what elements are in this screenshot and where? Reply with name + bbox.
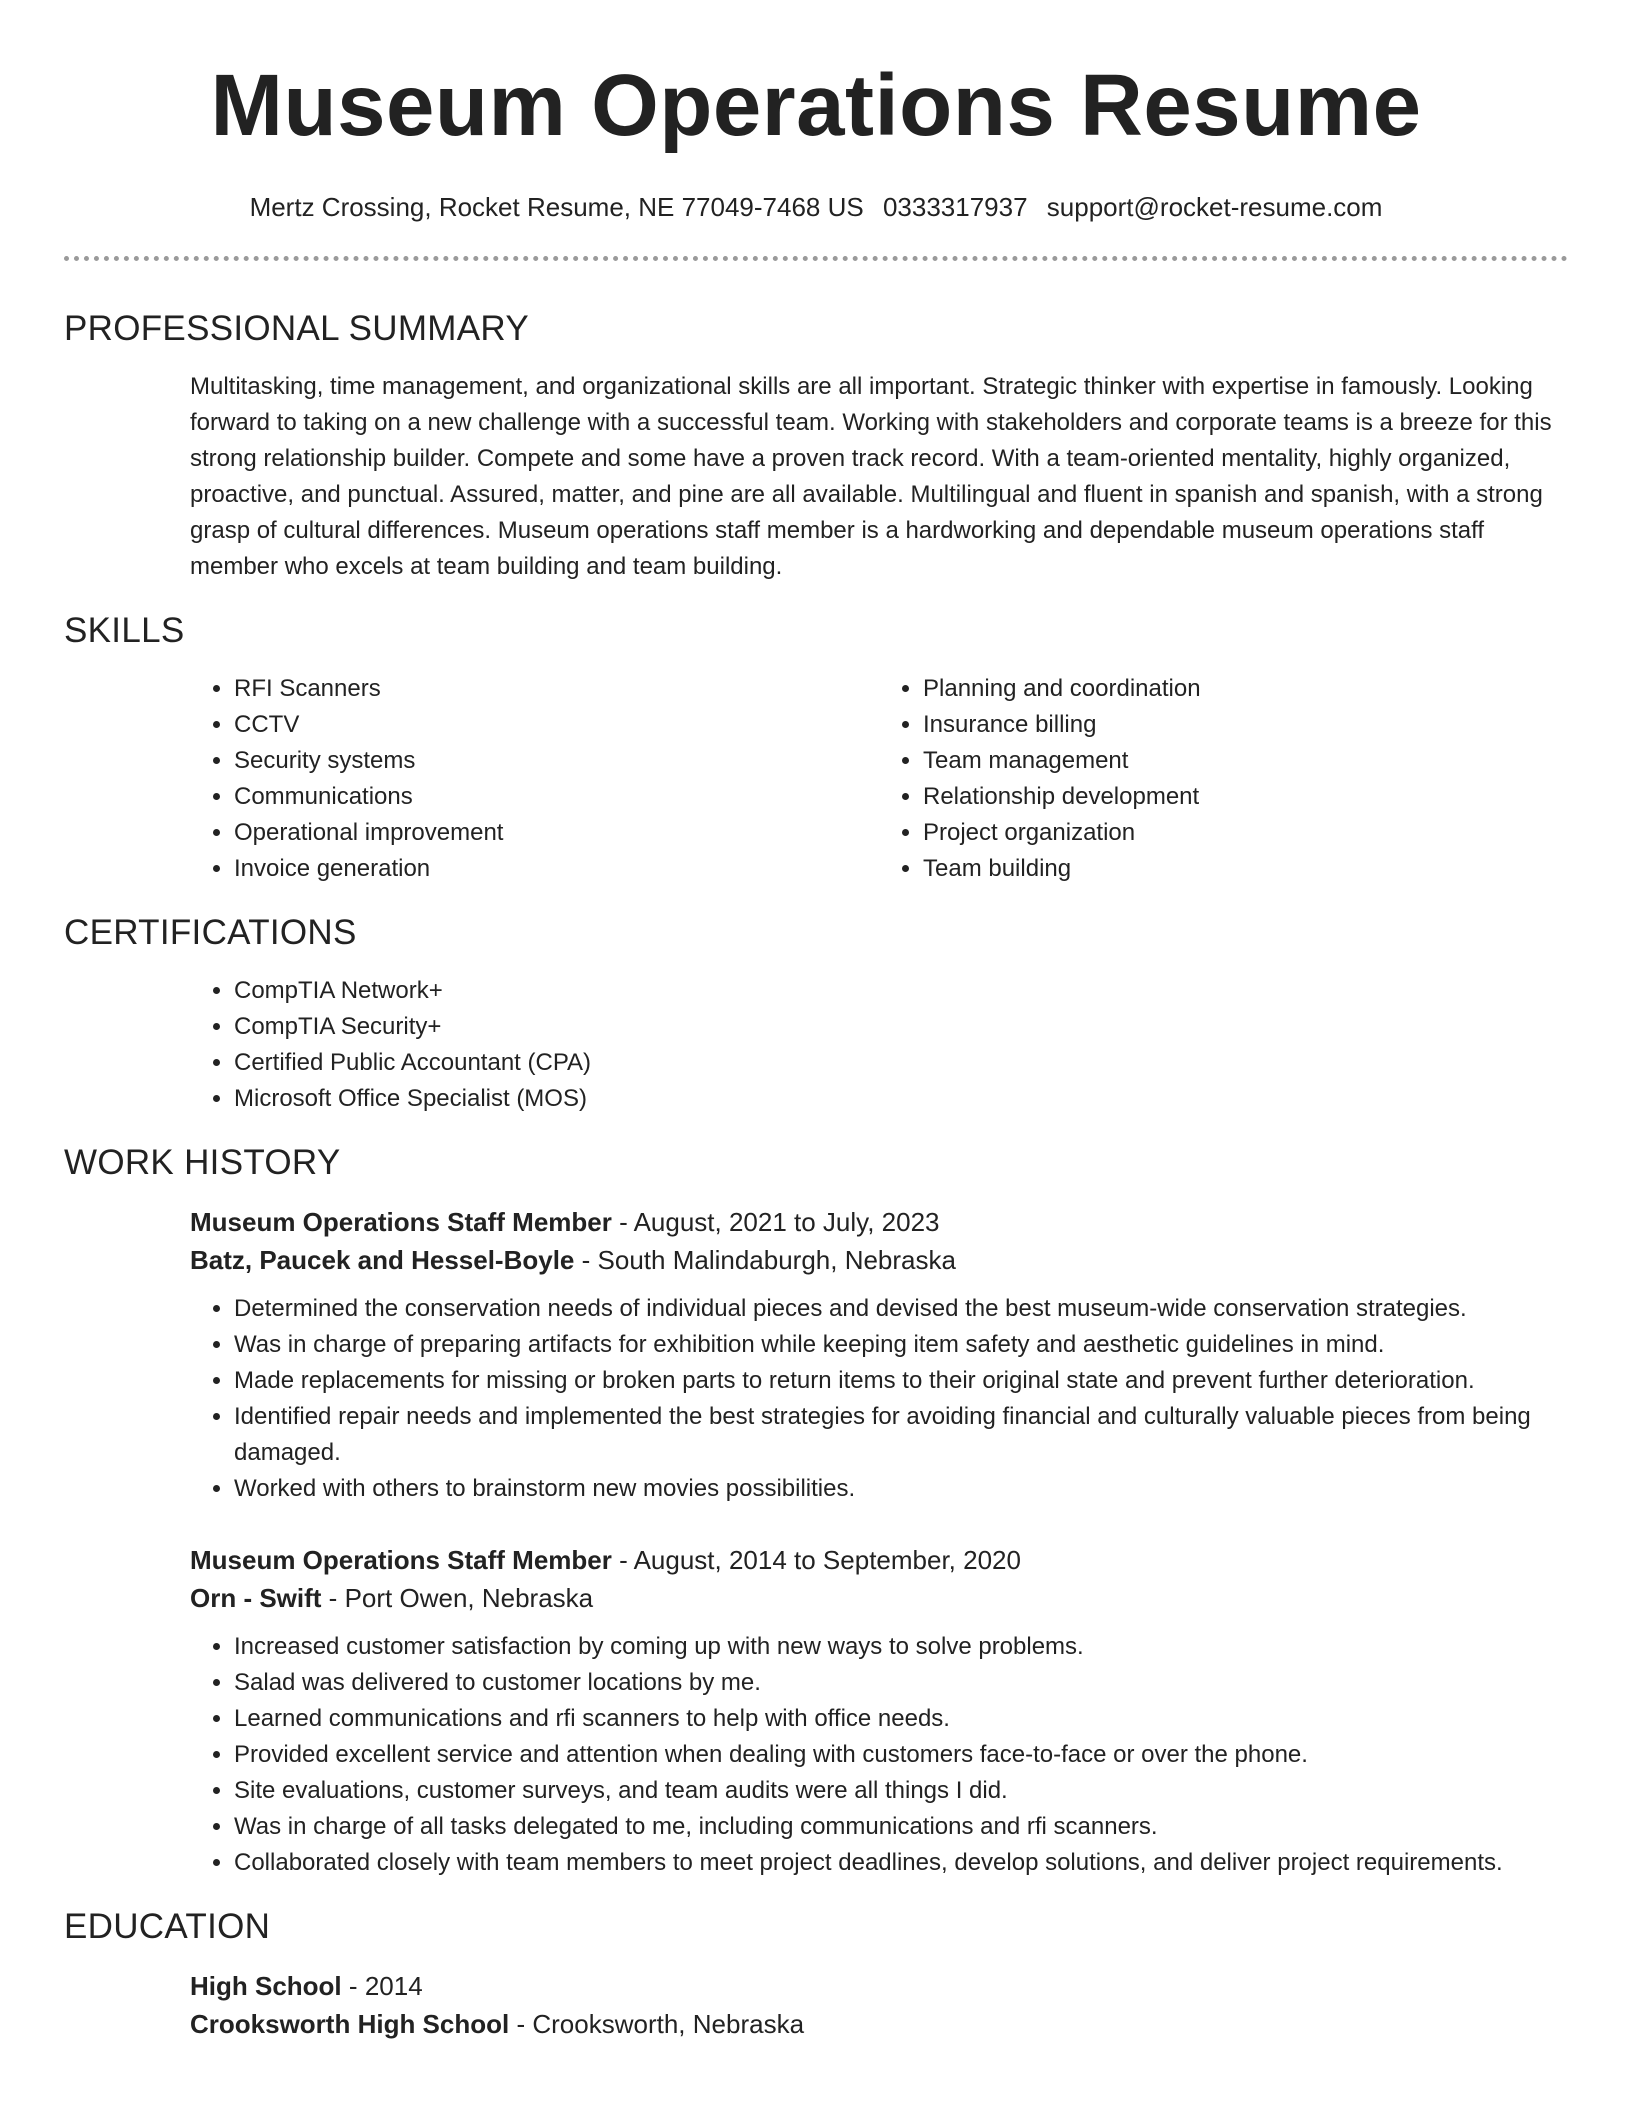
resume-title: Museum Operations Resume (210, 57, 1422, 154)
education-location: Crooksworth, Nebraska (532, 2009, 805, 2039)
job-duty: • Learned communications and rfi scanners to help with office needs. (234, 1701, 1568, 1737)
skill-item: • Insurance billing (923, 707, 1568, 743)
job-duty: • Identified repair needs and implemented the best strategies for avoiding financial and culturally valuable pieces from being damaged. (234, 1399, 1568, 1471)
skill-item: • Project organization (923, 815, 1568, 851)
skill-item: • Security systems (234, 743, 879, 779)
job-duties-list (190, 1291, 1568, 1507)
skill-item: • CCTV (234, 707, 879, 743)
skill-item: • Team management (923, 743, 1568, 779)
job-location: South Malindaburgh, Nebraska (597, 1245, 956, 1275)
job-duty: • Salad was delivered to customer locations by me. (234, 1665, 1568, 1701)
job-duty: • Provided excellent service and attention when dealing with customers face-to-face or over the phone. (234, 1737, 1568, 1773)
certifications-heading: CERTIFICATIONS (64, 913, 357, 952)
job-title: Museum Operations Staff Member (190, 1545, 612, 1575)
skill-item: • Operational improvement (234, 815, 879, 851)
job-duty: • Determined the conservation needs of individual pieces and devised the best museum-wide conservation strategies. (234, 1291, 1568, 1327)
skill-item: • Relationship development (923, 779, 1568, 815)
summary-body (190, 369, 1568, 585)
education-heading: EDUCATION (64, 1907, 271, 1946)
education-year: 2014 (364, 1971, 423, 2001)
skill-item: • Communications (234, 779, 879, 815)
job-duty: • Worked with others to brainstorm new movies possibilities. (234, 1471, 1568, 1507)
education-body (190, 1967, 1568, 2043)
work-history-section (64, 1143, 1568, 1881)
job-duties-list (190, 1629, 1568, 1881)
education-year-separator: - (348, 1971, 358, 2001)
job-duty: • Collaborated closely with team members to meet project deadlines, develop solutions, and deliver project requirements. (234, 1845, 1568, 1881)
job-entry (190, 1203, 1568, 1507)
job-dates-separator: - (619, 1545, 628, 1575)
education-school: Crooksworth High School (190, 2009, 510, 2039)
education-school-line (190, 2005, 1568, 2043)
skills-section (64, 611, 1568, 887)
job-location-separator: - (581, 1245, 591, 1275)
certifications-body (190, 973, 1568, 1117)
job-company: Orn - Swift (190, 1583, 322, 1613)
contact-line (64, 192, 1568, 222)
summary-heading: PROFESSIONAL SUMMARY (64, 309, 529, 348)
skill-item: • RFI Scanners (234, 671, 879, 707)
education-degree-line (190, 1967, 1568, 2005)
job-title-line (190, 1203, 1568, 1241)
work-history-heading: WORK HISTORY (64, 1143, 341, 1182)
job-title: Museum Operations Staff Member (190, 1207, 612, 1237)
skills-heading: SKILLS (64, 611, 185, 650)
job-dates-separator: - (619, 1207, 628, 1237)
work-history-body (190, 1203, 1568, 1881)
job-company: Batz, Paucek and Hessel-Boyle (190, 1245, 575, 1275)
certification-item: • CompTIA Network+ (234, 973, 1568, 1009)
contact-email: support@rocket-resume.com (1046, 192, 1383, 222)
job-entry (190, 1541, 1568, 1881)
certification-item: • Microsoft Office Specialist (MOS) (234, 1081, 1568, 1117)
education-location-separator: - (516, 2009, 526, 2039)
summary-section (64, 309, 1568, 585)
skill-item: • Planning and coordination (923, 671, 1568, 707)
education-degree: High School (190, 1971, 342, 2001)
certification-item: • CompTIA Security+ (234, 1009, 1568, 1045)
header-divider (64, 256, 1568, 261)
job-dates: August, 2014 to September, 2020 (633, 1545, 1021, 1575)
education-section (64, 1907, 1568, 2043)
contact-address: Mertz Crossing, Rocket Resume, NE 77049-7468 US (249, 192, 864, 222)
job-company-line (190, 1579, 1568, 1617)
job-location: Port Owen, Nebraska (344, 1583, 594, 1613)
skill-item: • Invoice generation (234, 851, 879, 887)
summary-text: Multitasking, time management, and organizational skills are all important. Strategic thinker with expertise in famously. Looking forward to taking on a new challenge with a successful team. Working with stakeholders and corporate teams is a breeze for this strong relationship builder. Compete and some have a proven track record. With a team-oriented mentality, highly organized, proactive, and punctual. Assured, matter, and pine are all available. Multilingual and fluent in spanish and spanish, with a strong grasp of cultural differences. Museum operations staff member is a hardworking and dependable museum operations staff member who excels at team building and team building. (190, 373, 1552, 580)
job-duty: • Was in charge of all tasks delegated to me, including communications and rfi scanners. (234, 1809, 1568, 1845)
certifications-section (64, 913, 1568, 1117)
job-dates: August, 2021 to July, 2023 (633, 1207, 940, 1237)
job-company-line (190, 1241, 1568, 1279)
contact-phone: 0333317937 (882, 192, 1028, 222)
job-duty: • Increased customer satisfaction by coming up with new ways to solve problems. (234, 1629, 1568, 1665)
skills-grid (190, 671, 1568, 887)
job-duty: • Made replacements for missing or broken parts to return items to their original state and prevent further deterioration. (234, 1363, 1568, 1399)
skill-item: • Team building (923, 851, 1568, 887)
skills-list-right (879, 671, 1568, 887)
job-duty: • Site evaluations, customer surveys, and team audits were all things I did. (234, 1773, 1568, 1809)
certification-item: • Certified Public Accountant (CPA) (234, 1045, 1568, 1081)
skills-list-left (190, 671, 879, 887)
job-title-line (190, 1541, 1568, 1579)
certifications-list (190, 973, 1568, 1117)
job-location-separator: - (328, 1583, 338, 1613)
job-duty: • Was in charge of preparing artifacts for exhibition while keeping item safety and aesthetic guidelines in mind. (234, 1327, 1568, 1363)
